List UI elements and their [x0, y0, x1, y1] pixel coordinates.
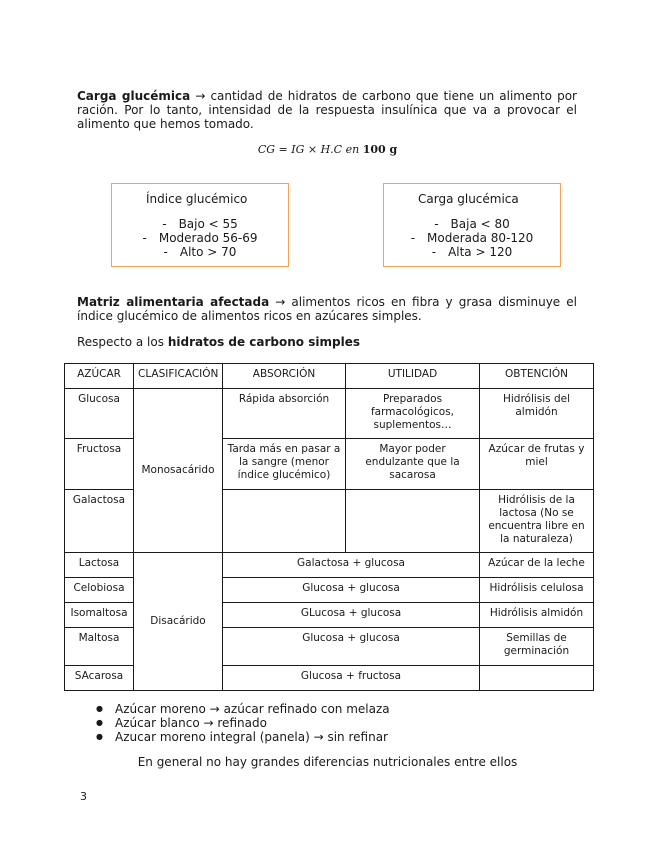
cell-obtencion: Azúcar de la leche [480, 553, 594, 578]
cell-utilidad: Preparados farmacológicos, suplementos… [346, 389, 480, 439]
cell-obtencion: Azúcar de frutas y miel [480, 439, 594, 490]
cell-obtencion: Hidrólisis de la lactosa (No se encuentra libre en la naturaleza) [480, 490, 594, 553]
list-item: ● Azucar moreno integral (panela) → sin refinar [96, 730, 390, 744]
list-item: - Moderada 80-120 [410, 231, 534, 245]
cell-obtencion: Semillas de germinación [480, 628, 594, 666]
respecto-prefix: Respecto a los [77, 335, 164, 349]
cell-azucar: Glucosa [65, 389, 134, 439]
table-header-row [65, 364, 594, 389]
list-item: - Alta > 120 [431, 245, 513, 259]
cell-utilidad [346, 490, 480, 553]
cell-azucar: SAcarosa [65, 666, 134, 691]
cell-azucar: Galactosa [65, 490, 134, 553]
cell-clasificacion: Monosacárido [134, 389, 223, 553]
matriz-line2: glucémico de alimentos ricos en azúcares simples. [116, 309, 422, 323]
list-item: ● Azúcar moreno → azúcar refinado con melaza [96, 702, 390, 716]
page-number: 3 [80, 790, 87, 803]
ig-list [112, 217, 288, 259]
list-item: - Alto > 70 [163, 245, 237, 259]
column-header: AZÚCAR [65, 364, 134, 389]
table-row [65, 553, 594, 578]
cell-composicion: GLucosa + glucosa [223, 603, 480, 628]
cell-absorcion: Rápida absorción [223, 389, 346, 439]
arrow-icon: → [203, 716, 214, 730]
cell-composicion: Glucosa + glucosa [223, 578, 480, 603]
matriz-term: Matriz alimentaria afectada [77, 295, 270, 309]
list-item: - Moderado 56-69 [142, 231, 258, 245]
list-item: - Bajo < 55 [162, 217, 238, 231]
cell-composicion: Galactosa + glucosa [223, 553, 480, 578]
cell-absorcion: Tarda más en pasar a la sangre (menor índice glucémico) [223, 439, 346, 490]
cell-azucar: Celobiosa [65, 578, 134, 603]
cell-azucar: Lactosa [65, 553, 134, 578]
cell-azucar: Maltosa [65, 628, 134, 666]
cell-utilidad: Mayor poder endulzante que la sacarosa [346, 439, 480, 490]
respecto-bold: hidratos de carbono simples [167, 335, 360, 349]
cell-obtencion: Hidrólisis almidón [480, 603, 594, 628]
cg-formula [0, 143, 655, 156]
box-title: Índice glucémico [146, 192, 248, 206]
column-header: OBTENCIÓN [480, 364, 594, 389]
summary-note: En general no hay grandes diferencias nutricionales entre ellos [137, 755, 518, 769]
cell-obtencion [480, 666, 594, 691]
arrow-icon: → [275, 295, 286, 309]
cell-clasificacion: Disacárido [134, 553, 223, 691]
list-item: - Baja < 80 [434, 217, 510, 231]
cell-composicion: Glucosa + glucosa [223, 628, 480, 666]
cell-obtencion: Hidrólisis celulosa [480, 578, 594, 603]
box-title: Carga glucémica [418, 192, 519, 206]
column-header: ABSORCIÓN [223, 364, 346, 389]
sugar-bullet-list [96, 702, 390, 744]
column-header: CLASIFICACIÓN [134, 364, 223, 389]
cell-composicion: Glucosa + fructosa [223, 666, 480, 691]
formula-text: CG = IG × H.C en [257, 143, 360, 156]
cell-absorcion [223, 490, 346, 553]
respecto-line [77, 335, 577, 349]
table-row [65, 389, 594, 439]
formula-value: 100 g [362, 143, 398, 156]
cg-list [384, 217, 560, 259]
cell-obtencion: Hidrólisis del almidón [480, 389, 594, 439]
indice-glucemico-box [111, 183, 289, 267]
carga-line2: Por lo tanto, intensidad de la respuesta insulínica que va a provocar el alimento que hemos [77, 103, 577, 131]
matriz-line1: alimentos ricos en fibra y grasa disminuye el índice [77, 295, 577, 323]
carbohydrate-table [64, 363, 594, 691]
arrow-icon: → [313, 730, 324, 744]
carga-line1: cantidad de hidratos de carbono que tiene un alimento por ración. [77, 89, 577, 117]
column-header: UTILIDAD [346, 364, 480, 389]
arrow-icon: → [209, 702, 220, 716]
arrow-icon: → [195, 89, 206, 103]
carga-term: Carga glucémica [77, 89, 191, 103]
matriz-paragraph [77, 295, 577, 323]
carga-glucemica-box [383, 183, 561, 267]
carga-glucemica-paragraph [77, 89, 577, 131]
carga-line3: tomado. [204, 117, 254, 131]
list-item: ● Azúcar blanco → refinado [96, 716, 390, 730]
cell-azucar: Isomaltosa [65, 603, 134, 628]
cell-azucar: Fructosa [65, 439, 134, 490]
